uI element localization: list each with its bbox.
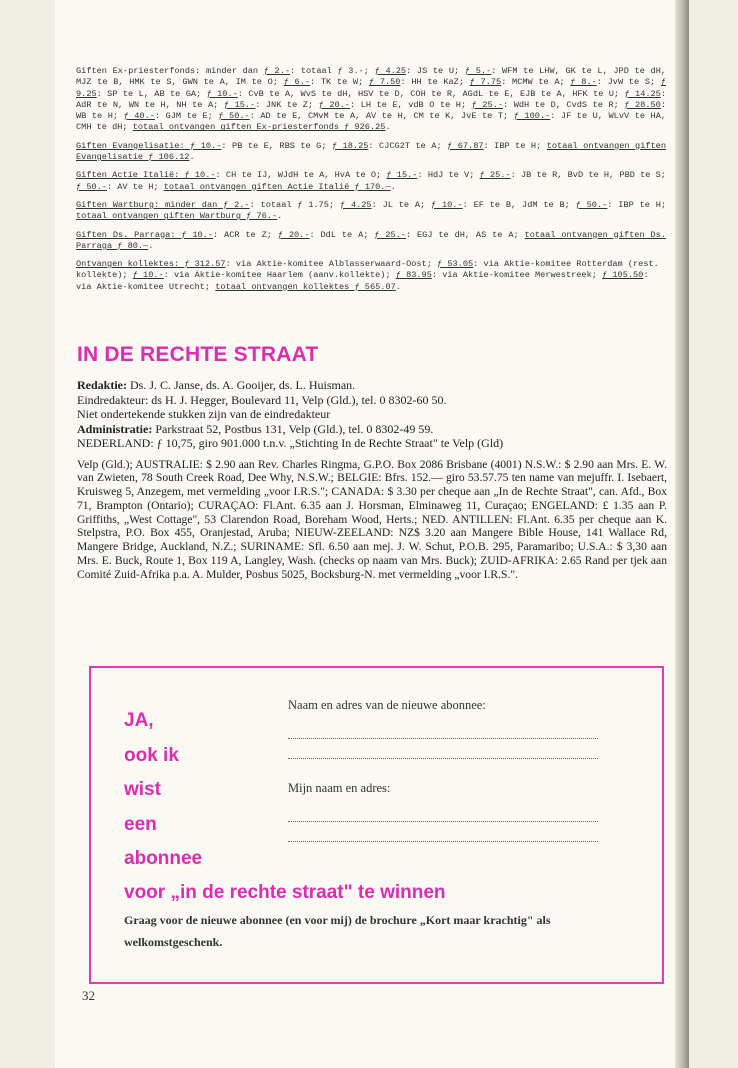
gift-paragraph [76,200,666,223]
gift-fragment: ƒ 14.25 [624,88,661,99]
gift-fragment: ƒ 40.- [123,111,155,122]
gift-fragment: ƒ 83.95 [395,270,432,281]
gift-fragment: : HdJ te V; [417,170,480,181]
gift-paragraph [76,170,666,193]
gift-fragment: : via Aktie-komitee Haarlem (aanv.kollekte); [163,270,396,281]
new-subscriber-label: Naam en adres van de nieuwe abonnee: [288,698,486,712]
coupon-cta: voor „in de rechte straat" te winnen [124,882,446,903]
gift-fragment: Giften Ds. Parraga: [76,229,182,240]
gift-fragment: : JvW te S; [596,77,661,88]
coupon-headline [124,704,202,877]
coupon-line-wist: wist [124,779,161,800]
gift-fragment: ƒ 2.- [263,66,291,76]
gift-fragment: . [277,211,283,222]
gift-fragment: : WFM te LHW, GK te L, JPD te dH, MJZ te B, HMK te S, GWN te A, IM te O; [76,66,667,88]
gift-fragment: ƒ 10.- [132,270,164,281]
page-binding [675,0,689,1068]
gift-fragment: ƒ 15.- [386,170,418,181]
gift-paragraph [76,141,666,164]
eindredakteur-line: Eindredakteur: ds H. J. Hegger, Boulevard 11, Velp (Gld.), tel. 0 8302-60 50. [77,392,447,407]
page-number: 32 [82,988,95,1003]
my-name-label: Mijn naam en adres: [288,781,391,795]
subscription-rates: Velp (Gld.); AUSTRALIE: $ 2.90 aan Rev. Charles Ringma, G.P.O. Box 2086 Brisbane (4001) N.S.W.: $ 2.90 aan Mrs. E. W. van Zwieten, 78 South Creek Road, Dee Why, N.S.W.; BELGIE: Bfrs. 152.— giro 53.57.75 ten name van mejuffr. I. Isebaert, Kruisweg 5, Anzegem, met vermelding „voor I.R.S."; CANADA: $ 3.30 per cheque aan „In de Rechte Straat", can. Afd., Box 71, Brampton (Ontario); CURAÇAO: Fl.Ant. 6.35 aan J. Horsman, Elminaweg 11, Curaçao; ENGELAND: £ 1.35 aan P. Griffiths, „West Cottage", 53 Clarendon Road, Boreham Wood, Herts.; NED. ANTILLEN: Fl.Ant. 6.35 per cheque aan K. Stelpstra, P.O. Box 455, Oranjestad, Aruba; NIEUW-ZEELAND: NZ$ 3.20 aan Mangere Bible House, 141 Wallace Rd, Mangere Bridge, Auckland, N.Z.; SURINAME: Sfl. 6.50 aan mej. J. W. Schut, P.O.B. 295, Paramaribo; U.S.A.: $ 3,30 aan Mrs. E. Buck, Route 1, Box 119 A, Langley, Wash. (checks op naam van Mrs. Buck); ZUID-AFRIKA: 2.65 Rand per tjek aan Comité Zuid-Afrika p.a. A. Mulder, Posbus 5025, Bocksburg-N. met vermelding „voor I.R.S.". [77,457,667,581]
gift-fragment: : PB te E, RBS te G; [221,140,332,151]
gift-fragment: ƒ 7.75 [469,77,502,88]
gift-fragment: ƒ 18.25 [331,140,369,151]
gift-fragment: : CvB te A, WvS te dH, HSV te D, COH te R, AGdL te E, EJB te A, HFK te U; [237,88,625,99]
my-address-line-1[interactable] [288,820,598,822]
gift-fragment: ƒ 10.- [190,140,222,151]
gift-fragment: : LH te E, vdB O te H; [349,99,472,110]
gift-fragment: : CH te IJ, WJdH te A, HvA te O; [215,170,387,181]
subscription-coupon [89,666,664,984]
gift-fragment: ƒ 50.- [575,199,608,210]
gift-fragment: : WdH te D, CvdS te R; [503,99,625,110]
gift-fragment: : IBP te H; [483,140,547,151]
nederland-line: NEDERLAND: ƒ 10,75, giro 901.000 t.n.v. „Stichting In de Rechte Straat" te Velp (Gld) [77,436,504,450]
coupon-line-een: een [124,813,157,835]
gift-fragment: : SP te L, AB te GA; [96,88,207,99]
gift-fragment: ƒ 25.- [471,99,503,110]
gift-fragment: minder dan ƒ 2.- [165,199,250,210]
coupon-line-ook-ik: ook ik [124,744,179,766]
gift-fragment: ƒ 10.- [206,88,238,99]
gift-fragment: : via Aktie-komitee Alblasserwaard-Oost; [225,259,438,270]
gift-fragment: : GJM te E; [154,111,219,122]
gift-fragment: : JS te U; [406,66,465,76]
gift-fragment: : AD te E, CMvM te A, AV te H, CM te K, JvE te T; [249,111,514,122]
gift-fragment: ƒ 25.- [374,229,406,240]
gift-fragment: ƒ 100.- [513,111,551,122]
gift-fragment: . [395,281,401,292]
gift-fragment: Giften Evangelisatie: [76,140,191,151]
gift-fragment: ƒ 5.- [464,66,492,76]
gift-fragment: : WB te H; [76,99,666,122]
gift-fragment: ƒ 4.25 [339,199,372,210]
gift-fragment: ƒ 20.- [277,229,310,240]
new-subscriber-line-1[interactable] [288,737,598,739]
gift-fragment: : via Aktie-komitee Utrecht; [76,270,649,292]
gift-fragment: : AV te H; [106,181,164,192]
gift-fragment: ƒ 8.- [570,77,597,88]
gift-paragraph [76,259,666,293]
gift-fragment: Ontvangen kollektes: [76,259,185,270]
gift-fragment: ƒ 15.- [223,99,256,110]
gift-fragment: . [385,122,391,133]
gift-fragment: ƒ 28.50 [624,99,661,110]
colophon [77,378,667,582]
gift-fragment: totaal ontvangen giften Actie Italië ƒ 170.— [163,181,391,192]
gift-fragment: ƒ 20.- [318,99,350,110]
gift-fragment: Giften Wartburg: [76,199,166,210]
gift-fragment: totaal ontvangen giften Ds. Parraga ƒ 80.— [76,229,666,251]
gift-fragment: : JNK te Z; [255,99,319,110]
gift-fragment: : HH te KaZ; [400,77,470,88]
gift-fragment: : IBP te H; [607,199,667,210]
gift-fragment: ƒ 67.87 [447,140,484,151]
gift-fragment: : EGJ te dH, AS te A; [405,229,525,240]
gift-fragment: . [189,152,195,163]
gift-fragment: : JL te A; [371,199,431,210]
gift-fragment: : TK te W; [310,77,369,88]
gift-fragment: : DdL te A; [309,229,375,240]
magazine-title: IN DE RECHTE STRAAT [77,343,319,366]
gift-fragment: : ACR te Z; [213,229,278,240]
gift-fragment: ƒ 4.25 [374,66,407,76]
gift-fragment: : AdR te N, WN te H, NH te A; [76,88,666,110]
gift-fragment: ƒ 9.25 [76,77,667,99]
gift-fragment: ƒ 10.- [181,229,213,240]
administratie-address: Parkstraat 52, Postbus 131, Velp (Gld.), tel. 0 8302-49 59. [152,421,434,436]
gift-fragment: ƒ 53.05 [437,259,474,270]
gift-fragment: ƒ 10.- [431,199,463,210]
administratie-label: Administratie: [77,421,153,436]
gift-fragment: ƒ 105.50 [602,270,644,281]
gift-fragment: ƒ 50.- [76,181,107,192]
my-address-line-2[interactable] [288,840,598,842]
gift-fragment: : CJCG2T te A; [368,140,448,151]
gift-fragment: . [148,240,154,251]
redaktie-label: Redaktie: [77,378,127,392]
gift-fragment: : JF te U, WLvV te HA, CMH te dH; [76,111,667,133]
new-subscriber-line-2[interactable] [288,757,598,759]
gifts-list [76,66,666,300]
gift-fragment: ƒ 10.- [184,170,216,181]
gift-fragment: : totaal ƒ 3.-; [290,66,375,76]
redaktie-names: Ds. J. C. Janse, ds. A. Gooijer, ds. L. Huisman. [127,378,356,392]
gift-fragment: Giften Ex-priesterfonds: minder dan [76,66,264,76]
gift-fragment: ƒ 6.- [283,77,311,88]
gift-fragment: : EF te B, JdM te B; [462,199,576,210]
gift-paragraph [76,230,666,253]
coupon-line-ja: JA, [124,710,154,731]
coupon-form [288,698,628,842]
gift-fragment: totaal ontvangen giften Ex-priesterfonds ƒ 926.25 [132,122,386,133]
coupon-line-abonnee: abonnee [124,848,203,869]
gift-fragment: totaal ontvangen giften Wartburg ƒ 76.- [76,211,278,222]
gift-fragment: totaal ontvangen kollektes ƒ 565.07 [215,281,396,292]
gift-paragraph [76,66,666,134]
unsigned-note: Niet ondertekende stukken zijn van de eindredakteur [77,407,331,421]
gift-fragment: ƒ 7.50 [368,77,401,88]
gift-fragment: totaal ontvangen giften Evangelisatie ƒ 106.12 [76,140,666,163]
gift-fragment: : via Aktie-komitee Rotterdam (rest. kollekte); [76,259,659,281]
redaktie-line [77,378,667,393]
gift-fragment: : JB te R, BvD te H, PBD te S; [510,170,666,181]
gift-fragment: ƒ 50.- [218,111,250,122]
coupon-note: Graag voor de nieuwe abonnee (en voor mij) de brochure „Kort maar krachtig" als welkomstgeschenk. [124,913,551,949]
administratie-line [77,422,667,437]
gift-fragment: : via Aktie-komitee Merwestreek; [431,270,603,281]
gift-fragment: ƒ 312.57 [184,259,226,270]
gift-fragment: : MCMW te A; [501,77,571,88]
gift-fragment: Giften Actie Italië: [76,170,185,181]
gift-fragment: : totaal ƒ 1.75; [249,199,340,210]
gift-fragment: ƒ 25.- [479,170,511,181]
gift-fragment: . [390,181,396,192]
